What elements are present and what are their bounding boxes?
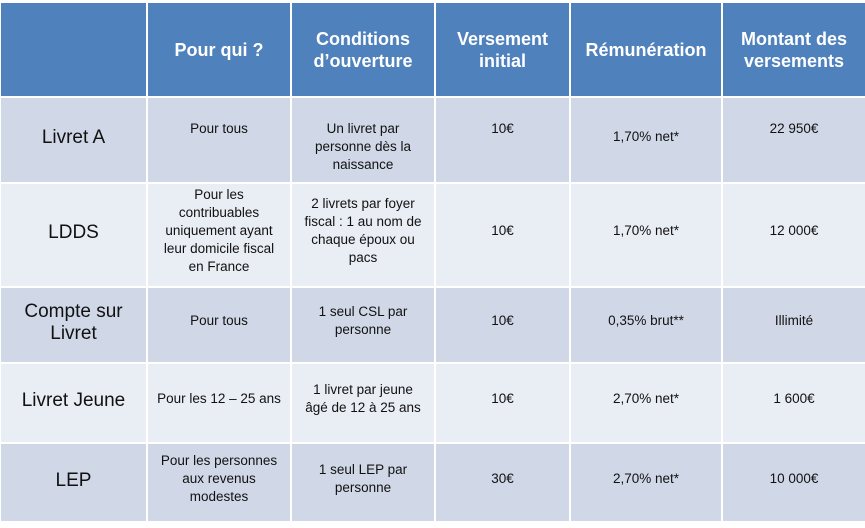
header-row: [1, 3, 865, 96]
header-empty: [1, 3, 146, 96]
cell-montant: Illimité: [723, 288, 865, 362]
cell-montant: 22 950€: [723, 98, 865, 182]
cell-remuneration: 1,70% net*: [571, 184, 721, 286]
row-label: LDDS: [1, 184, 146, 286]
cell-montant: 12 000€: [723, 184, 865, 286]
table-row: [1, 184, 865, 286]
cell-remuneration: 0,35% brut**: [571, 288, 721, 362]
cell-conditions: 1 seul CSL par personne: [292, 288, 434, 362]
row-label: Livret A: [1, 98, 146, 182]
cell-versement: 30€: [436, 444, 569, 521]
cell-pour-qui: Pour les 12 – 25 ans: [148, 364, 290, 442]
row-label: Livret Jeune: [1, 364, 146, 442]
cell-conditions: 1 seul LEP par personne: [292, 444, 434, 521]
cell-remuneration: 2,70% net*: [571, 444, 721, 521]
cell-montant: 1 600€: [723, 364, 865, 442]
cell-conditions: 2 livrets par foyer fiscal : 1 au nom de chaque époux ou pacs: [292, 184, 434, 286]
cell-pour-qui: Pour les contribuables uniquement ayant leur domicile fiscal en France: [148, 184, 290, 286]
cell-montant: 10 000€: [723, 444, 865, 521]
cell-versement: 10€: [436, 288, 569, 362]
row-label: Compte sur Livret: [1, 288, 146, 362]
table-row: [1, 288, 865, 362]
cell-conditions: Un livret par personne dès la naissance: [292, 98, 434, 182]
header-conditions: Conditions d’ouverture: [292, 3, 434, 96]
cell-remuneration: 1,70% net*: [571, 98, 721, 182]
header-pour-qui: Pour qui ?: [148, 3, 290, 96]
cell-versement: 10€: [436, 364, 569, 442]
header-montant: Montant des versements: [723, 3, 865, 96]
table-row: [1, 364, 865, 442]
row-label: LEP: [1, 444, 146, 521]
cell-pour-qui: Pour tous: [148, 98, 290, 182]
header-versement: Versement initial: [436, 3, 569, 96]
cell-pour-qui: Pour les personnes aux revenus modestes: [148, 444, 290, 521]
savings-comparison-table: [0, 1, 865, 523]
cell-versement: 10€: [436, 98, 569, 182]
cell-conditions: 1 livret par jeune âgé de 12 à 25 ans: [292, 364, 434, 442]
cell-versement: 10€: [436, 184, 569, 286]
cell-remuneration: 2,70% net*: [571, 364, 721, 442]
header-remuneration: Rémunération: [571, 3, 721, 96]
table-row: [1, 98, 865, 182]
table-row: [1, 444, 865, 521]
cell-pour-qui: Pour tous: [148, 288, 290, 362]
